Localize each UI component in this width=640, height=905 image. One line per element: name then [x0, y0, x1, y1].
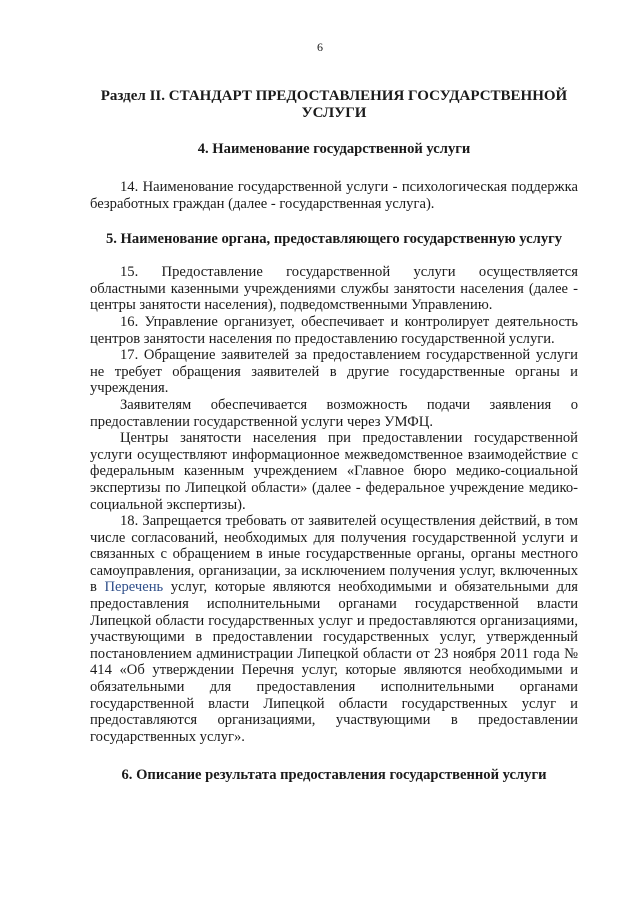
paragraph-18 — [90, 513, 578, 745]
heading-6: 6. Описание результата предоставления государственной услуги — [121, 767, 547, 784]
paragraph-18-text-before: 18. Запрещается требовать от заявителей осуществления действий, в том числе согласований, необходимых для получения государственной услуги и связанных с обращением в иные государственные органы, органы местного самоуправления, организации, за исключением получения услуг, включенных в — [90, 513, 578, 596]
paragraph-14: 14. Наименование государственной услуги - психологическая поддержка безработных граждан (далее - государственная услуга). — [90, 179, 578, 212]
paragraph-18-text-after: услуг, которые являются необходимыми и обязательными для предоставления исполнительными органами государственной власти Липецкой области государственных услуг и предоставляются организациями, участвующими в предоставлении государственных услуг, утвержденный постановлением администрации Липецкой области от 23 ноября 2011 года № 414 «Об утверждении Перечня услуг, которые являются необходимыми и обязательными для предоставления исполнительными органами государственной власти Липецкой области государственных услуг и предоставляются организациями, участвующими в предоставлении государственных услуг». — [90, 579, 578, 745]
paragraph-15: 15. Предоставление государственной услуги осуществляется областными казенными учреждениями службы занятости населения (далее - центры занятости населения), подведомственными Управлению. — [90, 264, 578, 314]
paragraph-17-applicants: Заявителям обеспечивается возможность подачи заявления о предоставлении государственной услуги через УМФЦ. — [90, 396, 578, 430]
paragraph-17-centers: Центры занятости населения при предоставлении государственной услуги осуществляют информационное межведомственное взаимодействие с федеральным казенным учреждением «Главное бюро медико-социальной экспертизы по Липецкой области» (далее - федеральное учреждение медико-социальной экспертизы). — [90, 430, 578, 513]
page-number: 6 — [317, 40, 323, 54]
page-content — [90, 88, 578, 784]
paragraph-17: 17. Обращение заявителей за предоставлением государственной услуги не требует обращения заявителей в другие государственные органы и учреждения. — [90, 347, 578, 397]
perechen-link[interactable]: Перечень — [104, 579, 164, 596]
heading-5: 5. Наименование органа, предоставляющего государственную услугу — [105, 231, 563, 248]
paragraph-16: 16. Управление организует, обеспечивает и контролирует деятельность центров занятости населения по предоставлению государственной услуги. — [90, 313, 578, 347]
heading-4: 4. Наименование государственной услуги — [197, 141, 471, 157]
section-title: Раздел II. СТАНДАРТ ПРЕДОСТАВЛЕНИЯ ГОСУДАРСТВЕННОЙ УСЛУГИ — [100, 88, 568, 121]
